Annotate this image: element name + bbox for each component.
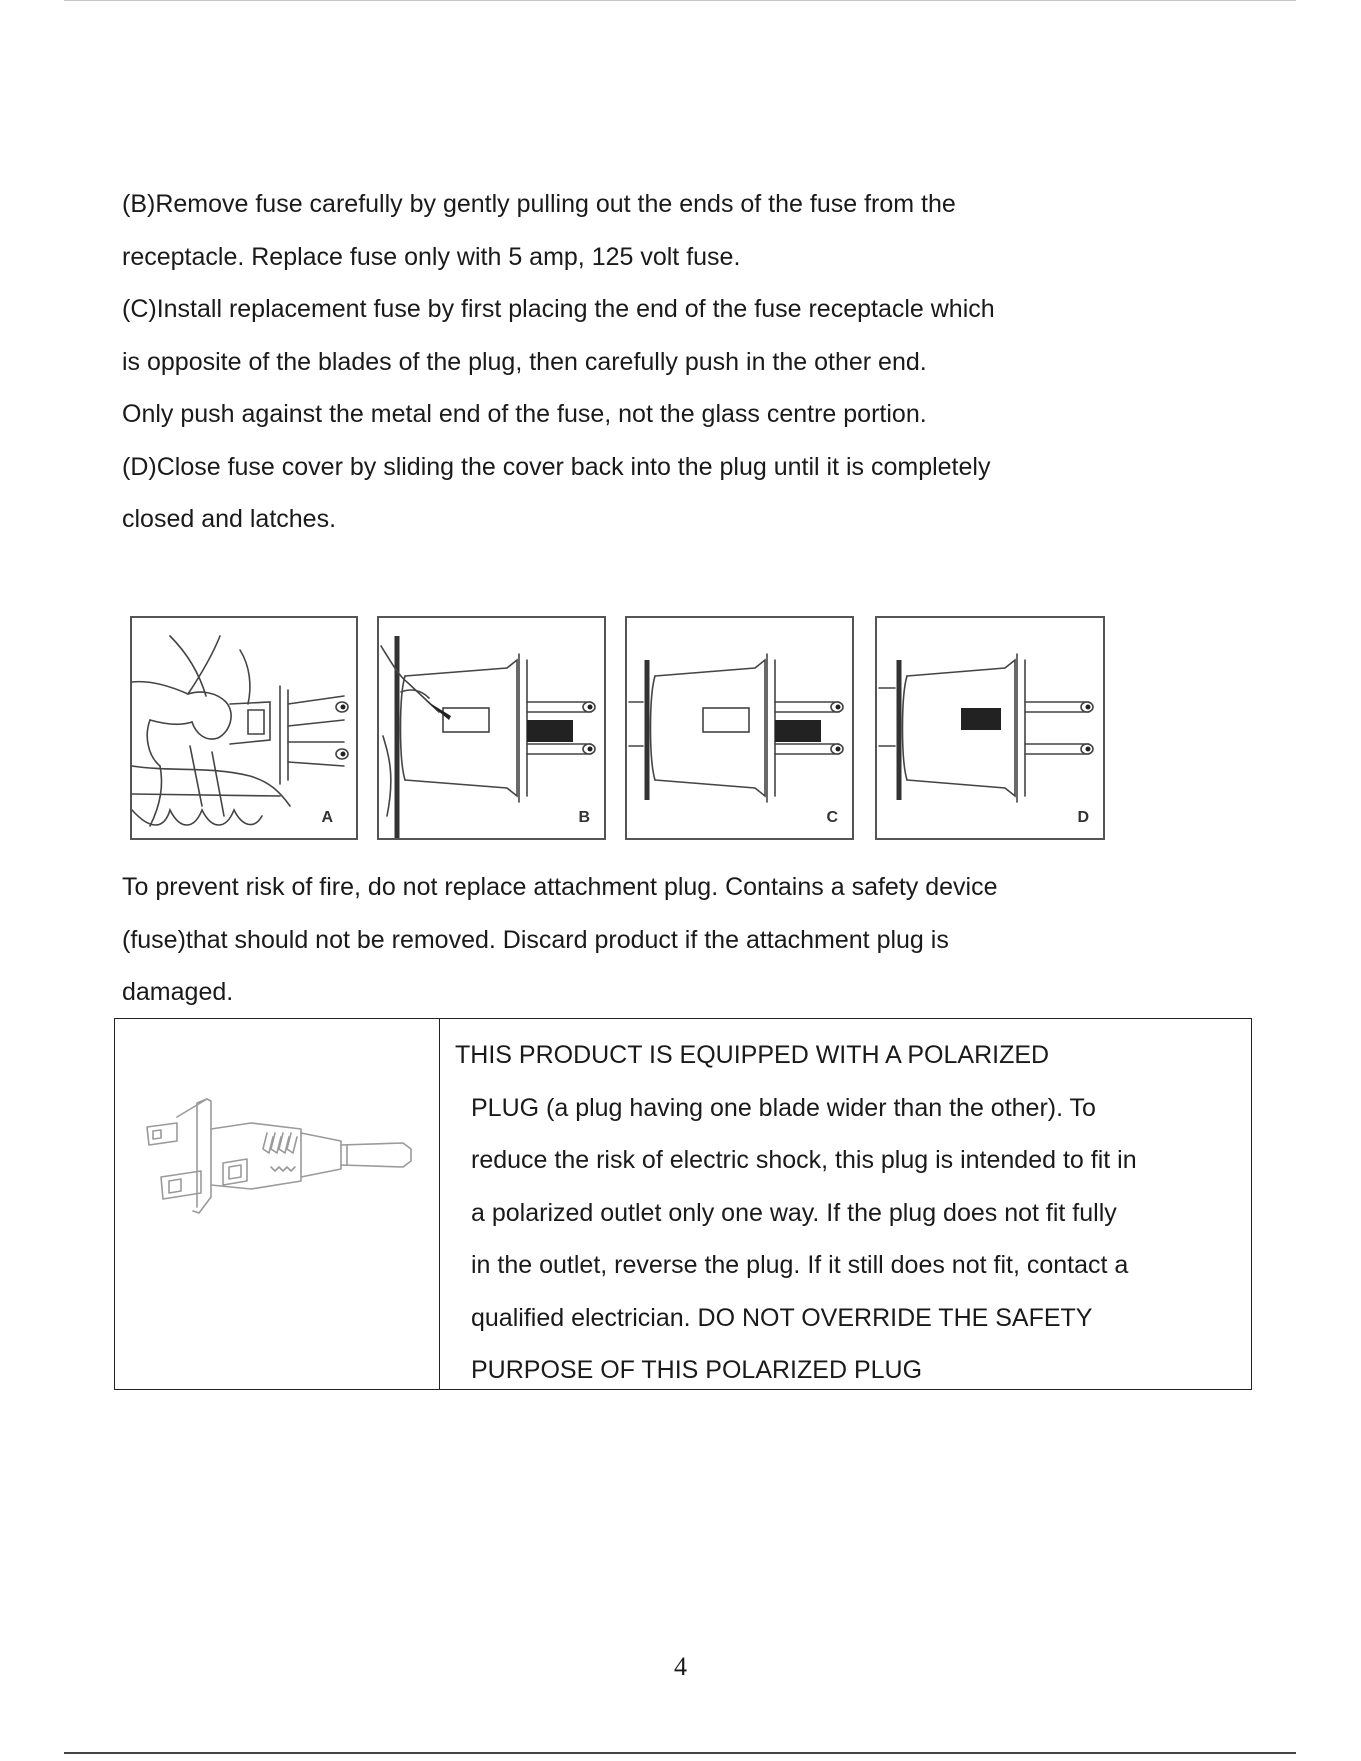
page-number: 4 <box>674 1652 687 1681</box>
instruction-line: (B)Remove fuse carefully by gently pulling out the ends of the fuse from the <box>122 190 956 218</box>
notice-line: PLUG (a plug having one blade wider than the other). To <box>471 1093 1096 1122</box>
panel-b-label: B <box>578 809 590 826</box>
warning-line: (fuse)that should not be removed. Discard product if the attachment plug is <box>122 925 949 954</box>
instruction-line: (C)Install replacement fuse by first placing the end of the fuse receptacle which <box>122 295 995 323</box>
figure-panel-b <box>377 616 606 840</box>
hand-opening-cover-illustration <box>130 616 358 840</box>
instruction-line: closed and latches. <box>122 505 337 533</box>
polarized-plug-notice <box>455 1029 1245 1397</box>
notice-line: reduce the risk of electric shock, this plug is intended to fit in <box>471 1146 1137 1174</box>
notice-line: a polarized outlet only one way. If the plug does not fit fully <box>471 1198 1117 1227</box>
top-rule <box>64 0 1296 1</box>
panel-d-label: D <box>1077 809 1089 826</box>
warning-line: To prevent risk of fire, do not replace attachment plug. Contains a safety device <box>122 873 998 901</box>
polarized-plug-table <box>114 1018 1252 1390</box>
figure-panel-d <box>875 616 1105 840</box>
warning-line: damaged. <box>122 978 234 1006</box>
polarized-plug-illustration <box>141 1089 421 1239</box>
bottom-rule <box>64 1752 1296 1754</box>
fuse-removal-illustration <box>377 616 606 840</box>
notice-line: qualified electrician. DO NOT OVERRIDE THE SAFETY <box>471 1303 1093 1332</box>
notice-line: PURPOSE OF THIS POLARIZED PLUG <box>471 1356 923 1384</box>
notice-line: in the outlet, reverse the plug. If it still does not fit, contact a <box>471 1251 1129 1279</box>
fuse-steps-figure <box>130 616 1105 842</box>
instruction-line: (D)Close fuse cover by sliding the cover back into the plug until it is completely <box>122 452 991 481</box>
fire-risk-warning <box>122 861 1122 1019</box>
instruction-line: Only push against the metal end of the fuse, not the glass centre portion. <box>122 400 927 428</box>
notice-line: THIS PRODUCT IS EQUIPPED WITH A POLARIZED <box>455 1041 1050 1069</box>
fuse-install-illustration <box>625 616 854 840</box>
cover-closed-illustration <box>875 616 1105 840</box>
table-column-divider <box>439 1019 440 1389</box>
instruction-line: is opposite of the blades of the plug, then carefully push in the other end. <box>122 347 927 376</box>
figure-panel-a <box>130 616 358 840</box>
panel-c-label: C <box>826 809 838 826</box>
instruction-line: receptacle. Replace fuse only with 5 amp, 125 volt fuse. <box>122 242 741 271</box>
figure-panel-c <box>625 616 854 840</box>
panel-a-label: A <box>321 809 333 826</box>
fuse-replacement-instructions <box>122 178 1122 546</box>
